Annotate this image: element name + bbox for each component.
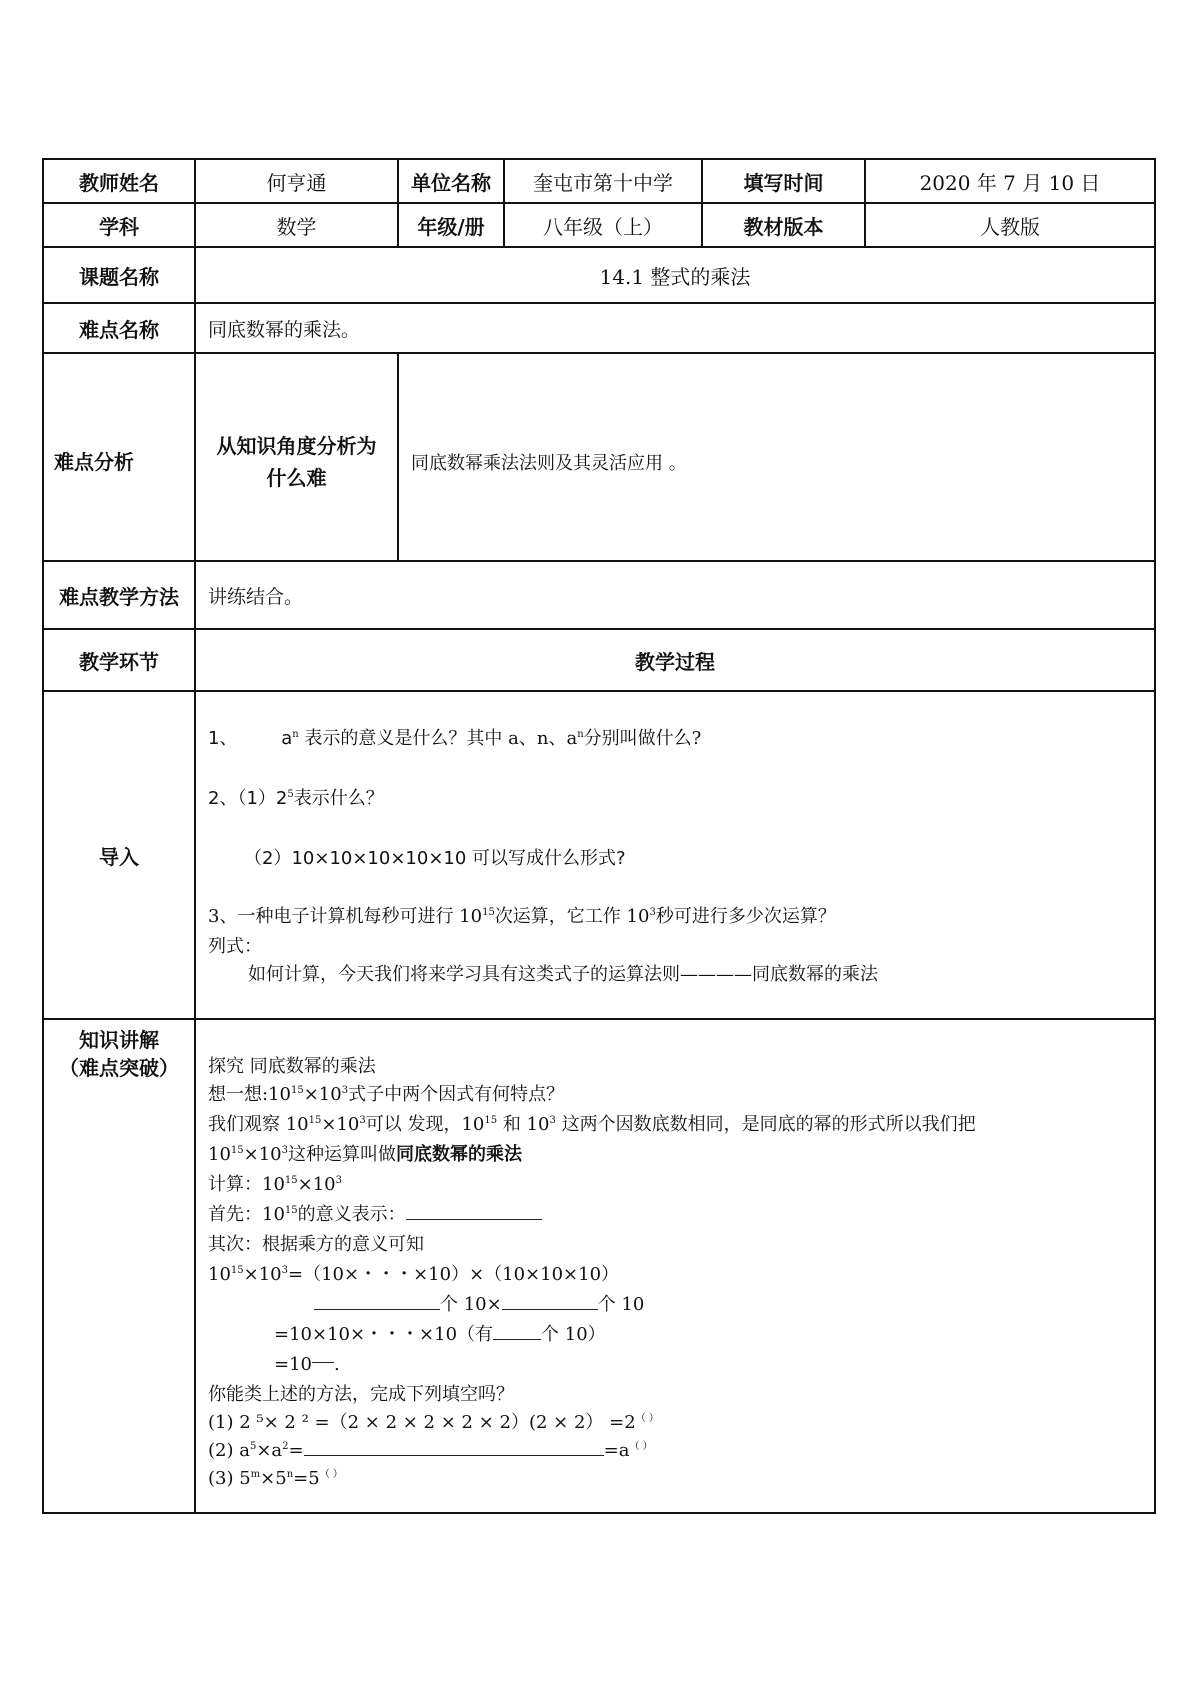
date-label: 填写时间 xyxy=(702,159,865,203)
intro-content xyxy=(195,691,1155,1019)
intro-q1: 1、 $a^n$ 表示的意义是什么？其中 a、n、$a^n$分别叫做什么? xyxy=(208,728,702,749)
eq2-exponent-blank[interactable] xyxy=(312,1354,334,1363)
knowledge-ex1: (1) 2 ⁵× 2 ² =（2 × 2 × 2 × 2 × 2）(2 × 2） =2（ ） xyxy=(208,1412,659,1433)
knowledge-content xyxy=(195,1019,1155,1513)
analysis-sublabel: 从知识角度分析为什么难 xyxy=(195,353,398,561)
knowledge-second: 其次：根据乘方的意义可知 xyxy=(208,1234,424,1255)
grade-value: 八年级（上） xyxy=(504,203,702,247)
intro-q2b: （2）10×10×10×10×10 可以写成什么形式? xyxy=(244,848,626,869)
knowledge-count: 个 10× 个 10 xyxy=(314,1294,644,1316)
intro-formula-label: 列式： xyxy=(208,936,262,957)
knowledge-observe-2: $10^{15}\times 10^3$这种运算叫做同底数幂的乘法 xyxy=(208,1144,523,1165)
intro-q3: 3、一种电子计算机每秒可进行 $10^{15}$次运算，它工作 $10^3$秒可进行多少次运算？ xyxy=(208,906,836,927)
knowledge-label xyxy=(43,1019,195,1513)
knowledge-first: 首先：$10^{15}$的意义表示： xyxy=(208,1204,542,1226)
knowledge-eq1: =10×10×・・・×10（有 个 10） xyxy=(274,1324,606,1345)
date-value: 2020 年 7 月 10 日 xyxy=(865,159,1155,203)
lesson-plan-sheet xyxy=(42,158,1154,1514)
lesson-plan-table xyxy=(42,158,1156,1514)
difficulty-value: 同底数幂的乘法。 xyxy=(195,303,1155,353)
teacher-label: 教师姓名 xyxy=(43,159,195,203)
grade-label: 年级/册 xyxy=(398,203,504,247)
subject-value: 数学 xyxy=(195,203,398,247)
first-blank[interactable] xyxy=(406,1205,542,1220)
knowledge-ask: 你能类上述的方法，完成下列填空吗？ xyxy=(208,1384,514,1405)
topic-value: 14.1 整式的乘法 xyxy=(195,247,1155,303)
knowledge-label-line2: （难点突破） xyxy=(59,1056,179,1080)
textbook-value: 人教版 xyxy=(865,203,1155,247)
method-value: 讲练结合。 xyxy=(195,561,1155,629)
knowledge-calc: 计算：$10^{15}\times 10^3$ xyxy=(208,1174,343,1195)
count-blank-2[interactable] xyxy=(502,1295,598,1310)
ex2-blank[interactable] xyxy=(304,1441,604,1456)
teacher-value: 何亨通 xyxy=(195,159,398,203)
difficulty-label: 难点名称 xyxy=(43,303,195,353)
analysis-value: 同底数幂乘法法则及其灵活应用 。 xyxy=(398,353,1155,561)
intro-q2: 2、$(1)2^5$表示什么？ xyxy=(208,788,384,809)
knowledge-explore: 探究 同底数幂的乘法 xyxy=(208,1056,376,1077)
analysis-label: 难点分析 xyxy=(43,353,195,561)
process-right-header: 教学过程 xyxy=(195,629,1155,691)
knowledge-ex2: (2) $a^5\times a^2= =a^{( )}$ xyxy=(208,1440,653,1461)
process-left-header: 教学环节 xyxy=(43,629,195,691)
count-blank-1[interactable] xyxy=(314,1295,440,1310)
unit-value: 奎屯市第十中学 xyxy=(504,159,702,203)
subject-label: 学科 xyxy=(43,203,195,247)
intro-label: 导入 xyxy=(43,691,195,1019)
intro-transition: 如何计算，今天我们将来学习具有这类式子的运算法则————同底数幂的乘法 xyxy=(248,964,878,985)
eq1-blank[interactable] xyxy=(493,1325,541,1340)
knowledge-ex3: (3) $5^m\times 5^n=5^{( )}$ xyxy=(208,1468,343,1489)
knowledge-expand: $10^{15}\times 10^3=(10\times$・・・×10）×（10×10×10） xyxy=(208,1264,620,1285)
textbook-label: 教材版本 xyxy=(702,203,865,247)
knowledge-observe: 我们观察 $10^{15}\times 10^3$可以 发现，$10^{15}$ 和 $10^3$ 这两个因数底数相同，是同底的幂的形式所以我们把 xyxy=(208,1114,976,1135)
topic-label: 课题名称 xyxy=(43,247,195,303)
knowledge-eq2: =10 . xyxy=(274,1354,340,1375)
unit-label: 单位名称 xyxy=(398,159,504,203)
knowledge-label-line1: 知识讲解 xyxy=(79,1028,159,1052)
knowledge-think: 想一想$:10^{15}\times 10^3$式子中两个因式有何特点？ xyxy=(208,1084,565,1105)
method-label: 难点教学方法 xyxy=(43,561,195,629)
